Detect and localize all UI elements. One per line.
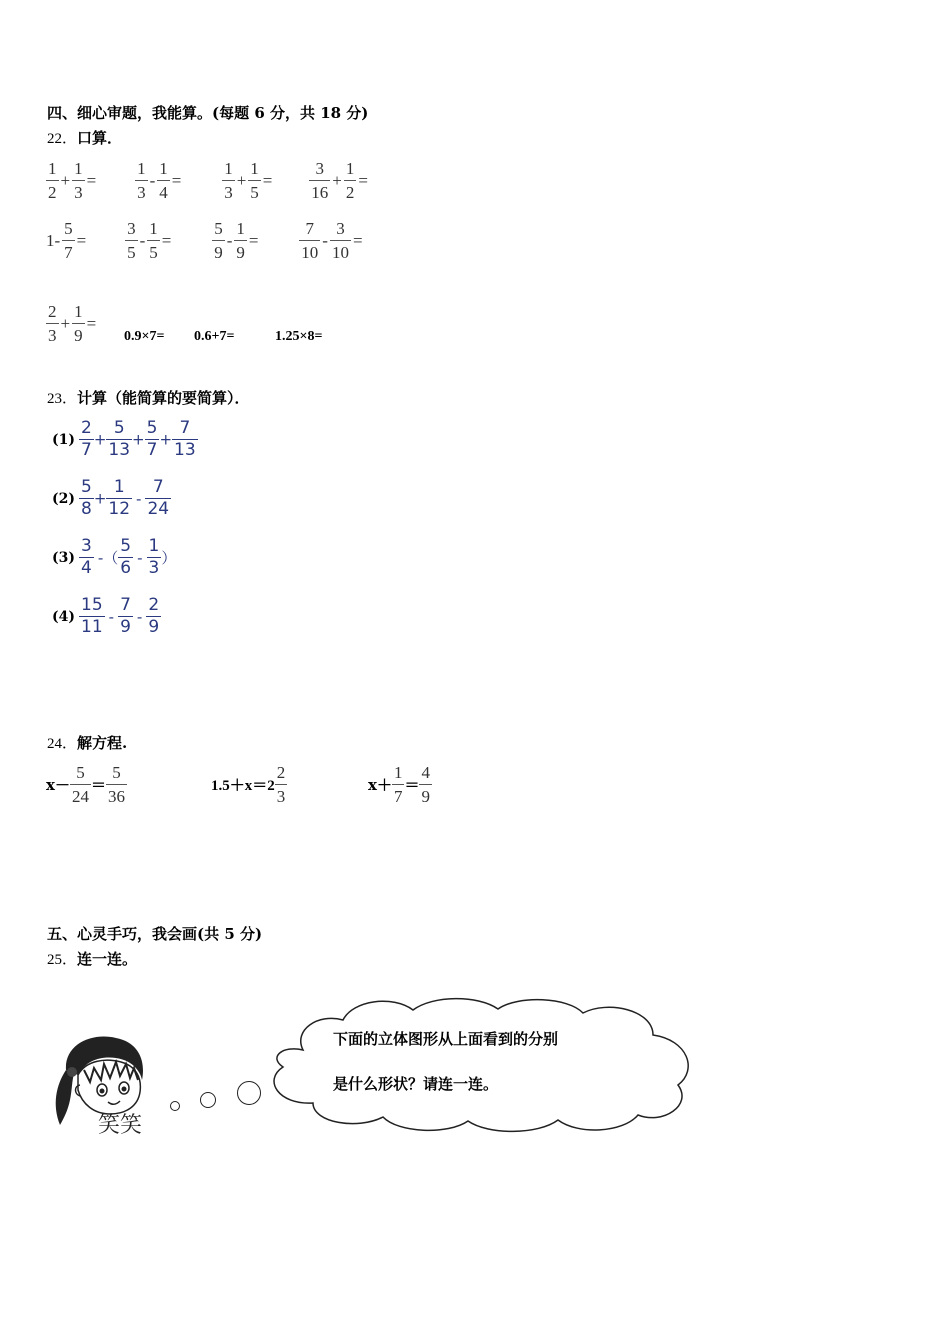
oral-item: 1- $\frac{5}{7}$ = xyxy=(46,219,87,262)
oral-item: 0.6+7= xyxy=(194,329,235,344)
oral-item: $\frac{2}{3}$ + $\frac{1}{9}$ = xyxy=(48,302,97,345)
question-22-title: 22．口算． xyxy=(47,129,123,147)
oral-item: $\frac{7}{10}$ - $\frac{3}{10}$ = xyxy=(301,219,363,262)
oral-item: $\frac{1}{3}$ + $\frac{1}{5}$ = xyxy=(224,159,273,202)
oral-item: 0.9×7= xyxy=(124,329,165,344)
oral-item: $\frac{1}{3}$ - $\frac{1}{4}$ = xyxy=(137,159,182,202)
girl-caption: 笑笑 xyxy=(98,1113,143,1138)
thought-dot-small xyxy=(170,1101,180,1111)
question-24-title: 24．解方程. xyxy=(47,734,128,752)
calc-problem-2: (2) $\frac{5}{8}$ + $\frac{1}{12}$ - $\frac{7}{24}$ xyxy=(52,477,170,519)
oral-item: $\frac{5}{9}$ - $\frac{1}{9}$ = xyxy=(214,219,259,262)
oral-item: 1.25×8= xyxy=(275,329,323,344)
question-25-title: 25．连一连。 xyxy=(47,950,138,968)
oral-calc-row-2 xyxy=(46,220,365,261)
equation-3: x＋ $\frac{1}{7}$ ＝ $\frac{4}{9}$ xyxy=(368,763,430,806)
oral-item: $\frac{3}{16}$ + $\frac{1}{2}$ = xyxy=(311,159,368,202)
oral-calc-row-3 xyxy=(46,303,124,344)
equation-1: x－ $\frac{5}{24}$ ＝ $\frac{5}{36}$ xyxy=(46,763,125,806)
oral-item: $\frac{1}{2}$ + $\frac{1}{3}$ = xyxy=(48,159,97,202)
thought-dot-medium xyxy=(200,1092,216,1108)
calc-problem-4: (4) $\frac{15}{11}$ - $\frac{7}{9}$ - $\frac{2}{9}$ xyxy=(52,595,160,637)
oral-calc-row-1 xyxy=(46,160,370,201)
thought-cloud xyxy=(258,995,698,1135)
section-4-heading: 四、细心审题，我能算。(每题 6 分，共 18 分) xyxy=(47,104,369,122)
section-5-heading: 五、心灵手巧，我会画(共 5 分) xyxy=(47,925,263,943)
question-23-title: 23．计算（能简算的要简算）． xyxy=(47,389,250,407)
bubble-text-line-2: 是什么形状？请连一连。 xyxy=(333,1075,499,1093)
calc-problem-1: (1) $\frac{2}{7}$ + $\frac{5}{13}$ + $\frac{5}{7}$ + $\frac{7}{13}$ xyxy=(52,418,196,460)
oral-item: $\frac{3}{5}$ - $\frac{1}{5}$ = xyxy=(127,219,172,262)
bubble-text-line-1: 下面的立体图形从上面看到的分别 xyxy=(333,1030,559,1048)
cloud-shape-icon xyxy=(258,995,698,1135)
equation-2: 1.5＋x＝2 $\frac{2}{3}$ xyxy=(211,763,286,806)
calc-problem-3: (3) $\frac{3}{4}$ -（ $\frac{5}{6}$ - $\frac{1}{3}$ ） xyxy=(52,536,177,578)
